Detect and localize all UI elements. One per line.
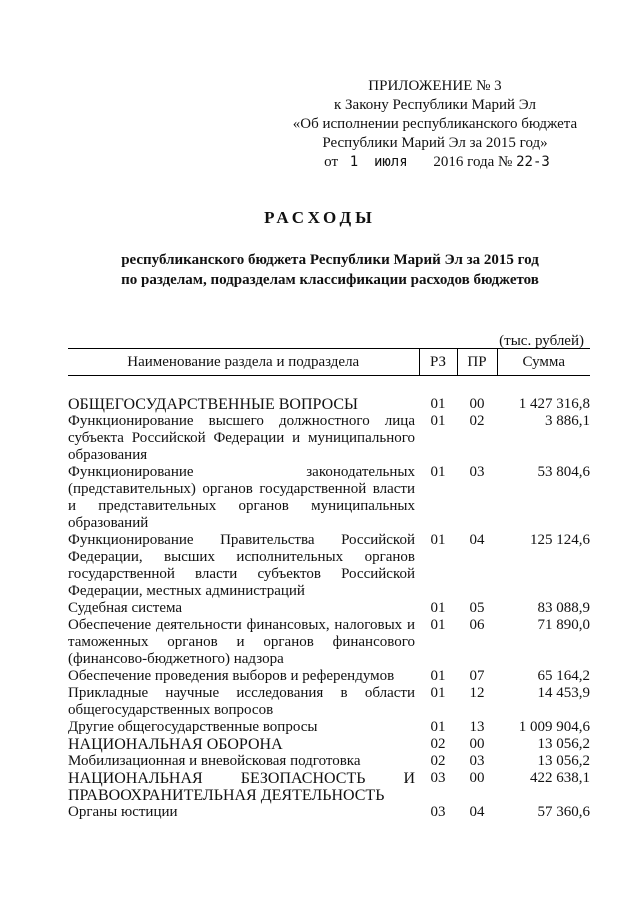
row-rz: 01	[430, 396, 446, 412]
table-row	[68, 532, 590, 600]
table-header-row	[68, 349, 590, 376]
row-sum: 57 360,6	[537, 804, 590, 820]
row-name: Прикладные научные исследования в области общегосударственных вопросов	[68, 685, 415, 718]
row-sum: 3 886,1	[545, 413, 590, 429]
row-name: Другие общегосударственные вопросы	[68, 719, 318, 735]
row-sum: 53 804,6	[537, 464, 590, 480]
row-sum: 125 124,6	[530, 532, 590, 548]
row-sum: 14 453,9	[537, 685, 590, 701]
row-pr: 00	[469, 396, 485, 412]
row-name: Органы юстиции	[68, 804, 178, 820]
row-rz: 03	[430, 770, 446, 786]
row-sum: 65 164,2	[537, 668, 590, 684]
row-pr: 05	[469, 600, 485, 616]
row-pr: 00	[469, 736, 485, 752]
table-row	[68, 770, 590, 804]
table-spacer-row	[68, 376, 590, 397]
subtitle-line-2: по разделам, подразделам классификации расходов бюджетов	[121, 272, 539, 288]
expenses-table	[68, 348, 590, 821]
row-name: Обеспечение деятельности финансовых, налоговых и таможенных органов и органов финансового (финансово-бюджетного) надзора	[68, 617, 415, 667]
law-name-line1: «Об исполнении республиканского бюджета	[292, 116, 578, 132]
row-rz: 01	[430, 685, 446, 701]
row-name: Функционирование высшего должностного лица субъекта Российской Федерации и муниципального образования	[68, 413, 415, 463]
row-pr: 07	[469, 668, 485, 684]
appendix-header	[270, 77, 600, 172]
law-date-line	[270, 153, 600, 172]
date-prefix: от	[324, 154, 339, 170]
table-row	[68, 753, 590, 770]
row-rz: 03	[430, 804, 446, 820]
row-name: НАЦИОНАЛЬНАЯ БЕЗОПАСНОСТЬ И ПРАВООХРАНИТЕЛЬНАЯ ДЕЯТЕЛЬНОСТЬ	[68, 770, 415, 804]
units-label: (тыс. рублей)	[499, 333, 584, 349]
row-sum: 1 427 316,8	[518, 396, 590, 412]
row-name: Функционирование Правительства Российской Федерации, высших исполнительных органов государственной власти субъектов Российской Федерации, местных администраций	[68, 532, 415, 599]
row-name: НАЦИОНАЛЬНАЯ ОБОРОНА	[68, 736, 283, 753]
table-row	[68, 413, 590, 464]
row-pr: 03	[469, 464, 485, 480]
row-name: Обеспечение проведения выборов и референдумов	[68, 668, 395, 684]
appendix-title: ПРИЛОЖЕНИЕ № 3	[368, 78, 502, 94]
row-pr: 04	[469, 532, 485, 548]
row-rz: 01	[430, 532, 446, 548]
row-pr: 13	[469, 719, 485, 735]
row-rz: 01	[430, 719, 446, 735]
document-title: РАСХОДЫ	[264, 208, 376, 227]
date-month: июля	[373, 154, 408, 170]
table-row	[68, 685, 590, 719]
row-sum: 13 056,2	[537, 753, 590, 769]
date-year: 2016 года №	[433, 154, 513, 170]
column-header-rz: РЗ	[419, 349, 457, 376]
row-pr: 02	[469, 413, 485, 429]
subtitle-line-1: республиканского бюджета Республики Марий Эл за 2015 год	[121, 252, 539, 268]
table-row	[68, 396, 590, 413]
law-name-line2: Республики Марий Эл за 2015 год»	[322, 135, 548, 151]
column-header-sum: Сумма	[497, 349, 590, 376]
table-row	[68, 719, 590, 736]
row-sum: 13 056,2	[537, 736, 590, 752]
row-rz: 01	[430, 668, 446, 684]
table-row	[68, 736, 590, 753]
row-name: Мобилизационная и вневойсковая подготовка	[68, 753, 361, 769]
row-rz: 01	[430, 413, 446, 429]
table-row	[68, 600, 590, 617]
table-row	[68, 464, 590, 532]
law-number: 22-З	[516, 154, 550, 170]
row-rz: 02	[430, 736, 446, 752]
table-row	[68, 804, 590, 821]
row-name: Судебная система	[68, 600, 183, 616]
row-pr: 12	[469, 685, 485, 701]
document-subtitle	[40, 250, 620, 290]
column-header-name: Наименование раздела и подраздела	[68, 349, 419, 376]
date-day: 1	[349, 154, 359, 170]
row-sum: 1 009 904,6	[518, 719, 590, 735]
row-name: ОБЩЕГОСУДАРСТВЕННЫЕ ВОПРОСЫ	[68, 396, 358, 413]
row-name: Функционирование законодательных (представительных) органов государственной власти и представительных органов муниципальных образований	[68, 464, 415, 531]
row-sum: 83 088,9	[537, 600, 590, 616]
column-header-pr: ПР	[457, 349, 497, 376]
row-sum: 422 638,1	[530, 770, 590, 786]
table-row	[68, 668, 590, 685]
row-sum: 71 890,0	[537, 617, 590, 633]
row-rz: 01	[430, 464, 446, 480]
row-pr: 06	[469, 617, 485, 633]
law-reference: к Закону Республики Марий Эл	[333, 97, 536, 113]
row-pr: 00	[469, 770, 485, 786]
row-pr: 03	[469, 753, 485, 769]
row-pr: 04	[469, 804, 485, 820]
row-rz: 02	[430, 753, 446, 769]
row-rz: 01	[430, 600, 446, 616]
table-row	[68, 617, 590, 668]
row-rz: 01	[430, 617, 446, 633]
